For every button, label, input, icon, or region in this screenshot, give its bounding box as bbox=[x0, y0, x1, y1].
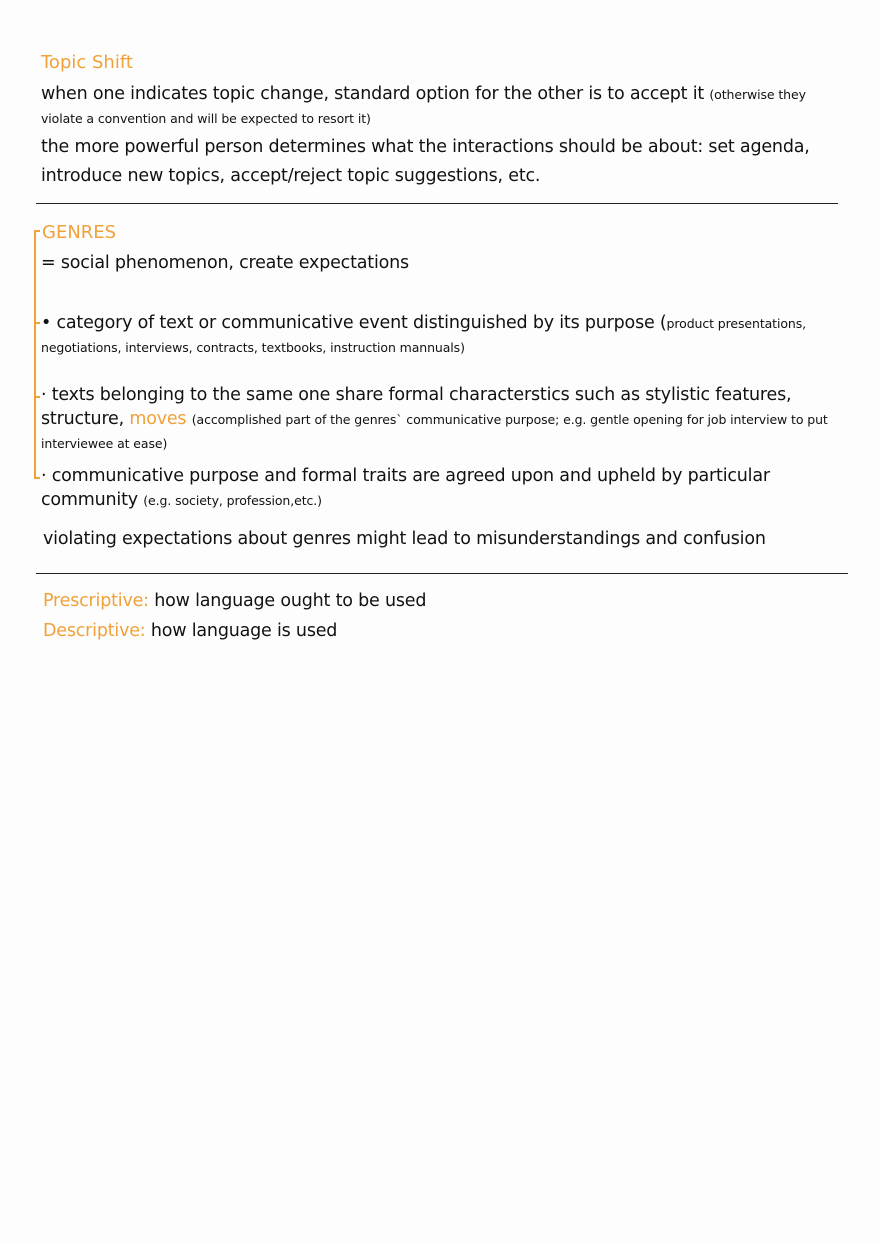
topic-shift-line-1 bbox=[41, 82, 841, 130]
topic-shift-line-1-note: (otherwise they violate a convention and will be expected to resort it) bbox=[41, 87, 806, 126]
genres-conclusion: violating expectations about genres might lead to misunderstandings and confusion bbox=[43, 529, 766, 549]
topic-shift-line-1-main: when one indicates topic change, standard option for the other is to accept it bbox=[41, 84, 705, 104]
genres-point-2-accent: moves bbox=[129, 409, 187, 429]
prescriptive-line bbox=[43, 587, 426, 616]
genres-point-1-note: product presentations, negotiations, interviews, contracts, textbooks, instruction mannuals) bbox=[41, 316, 807, 355]
topic-shift-line-2: the more powerful person determines what the interactions should be about: set agenda, introduce new topics, accept/reject topic suggestions, etc. bbox=[41, 137, 810, 186]
topic-shift-heading: Topic Shift bbox=[41, 52, 133, 73]
bracket-top-cap bbox=[34, 230, 40, 232]
genres-point-3-note: (e.g. society, profession,etc.) bbox=[143, 493, 322, 508]
genres-heading: GENRES bbox=[42, 222, 117, 243]
bracket-bottom-cap bbox=[34, 477, 40, 479]
bracket-tick-2 bbox=[34, 396, 40, 398]
genres-point-3-main: · communicative purpose and formal traits are agreed upon and upheld by particular community bbox=[41, 466, 770, 510]
descriptive-line bbox=[43, 617, 337, 646]
genres-point-1 bbox=[41, 311, 841, 359]
genres-point-2-main: · texts belonging to the same one share formal characterstics such as stylistic features, structure, bbox=[41, 385, 792, 429]
genres-point-2-note: (accomplished part of the genres` communicative purpose; e.g. gentle opening for job interview to put interviewee at ease) bbox=[41, 412, 828, 451]
genres-point-2 bbox=[41, 383, 841, 455]
genres-point-1-main: • category of text or communicative event distinguished by its purpose ( bbox=[41, 313, 667, 333]
prescriptive-text: how language ought to be used bbox=[154, 591, 427, 611]
descriptive-text: how language is used bbox=[150, 621, 338, 641]
bracket-tick-1 bbox=[34, 322, 40, 324]
genres-point-3 bbox=[41, 464, 841, 512]
prescriptive-label: Prescriptive: bbox=[43, 591, 149, 611]
divider-1 bbox=[36, 203, 838, 204]
genres-definition: = social phenomenon, create expectations bbox=[41, 253, 409, 273]
divider-2 bbox=[36, 573, 848, 574]
descriptive-label: Descriptive: bbox=[43, 621, 146, 641]
